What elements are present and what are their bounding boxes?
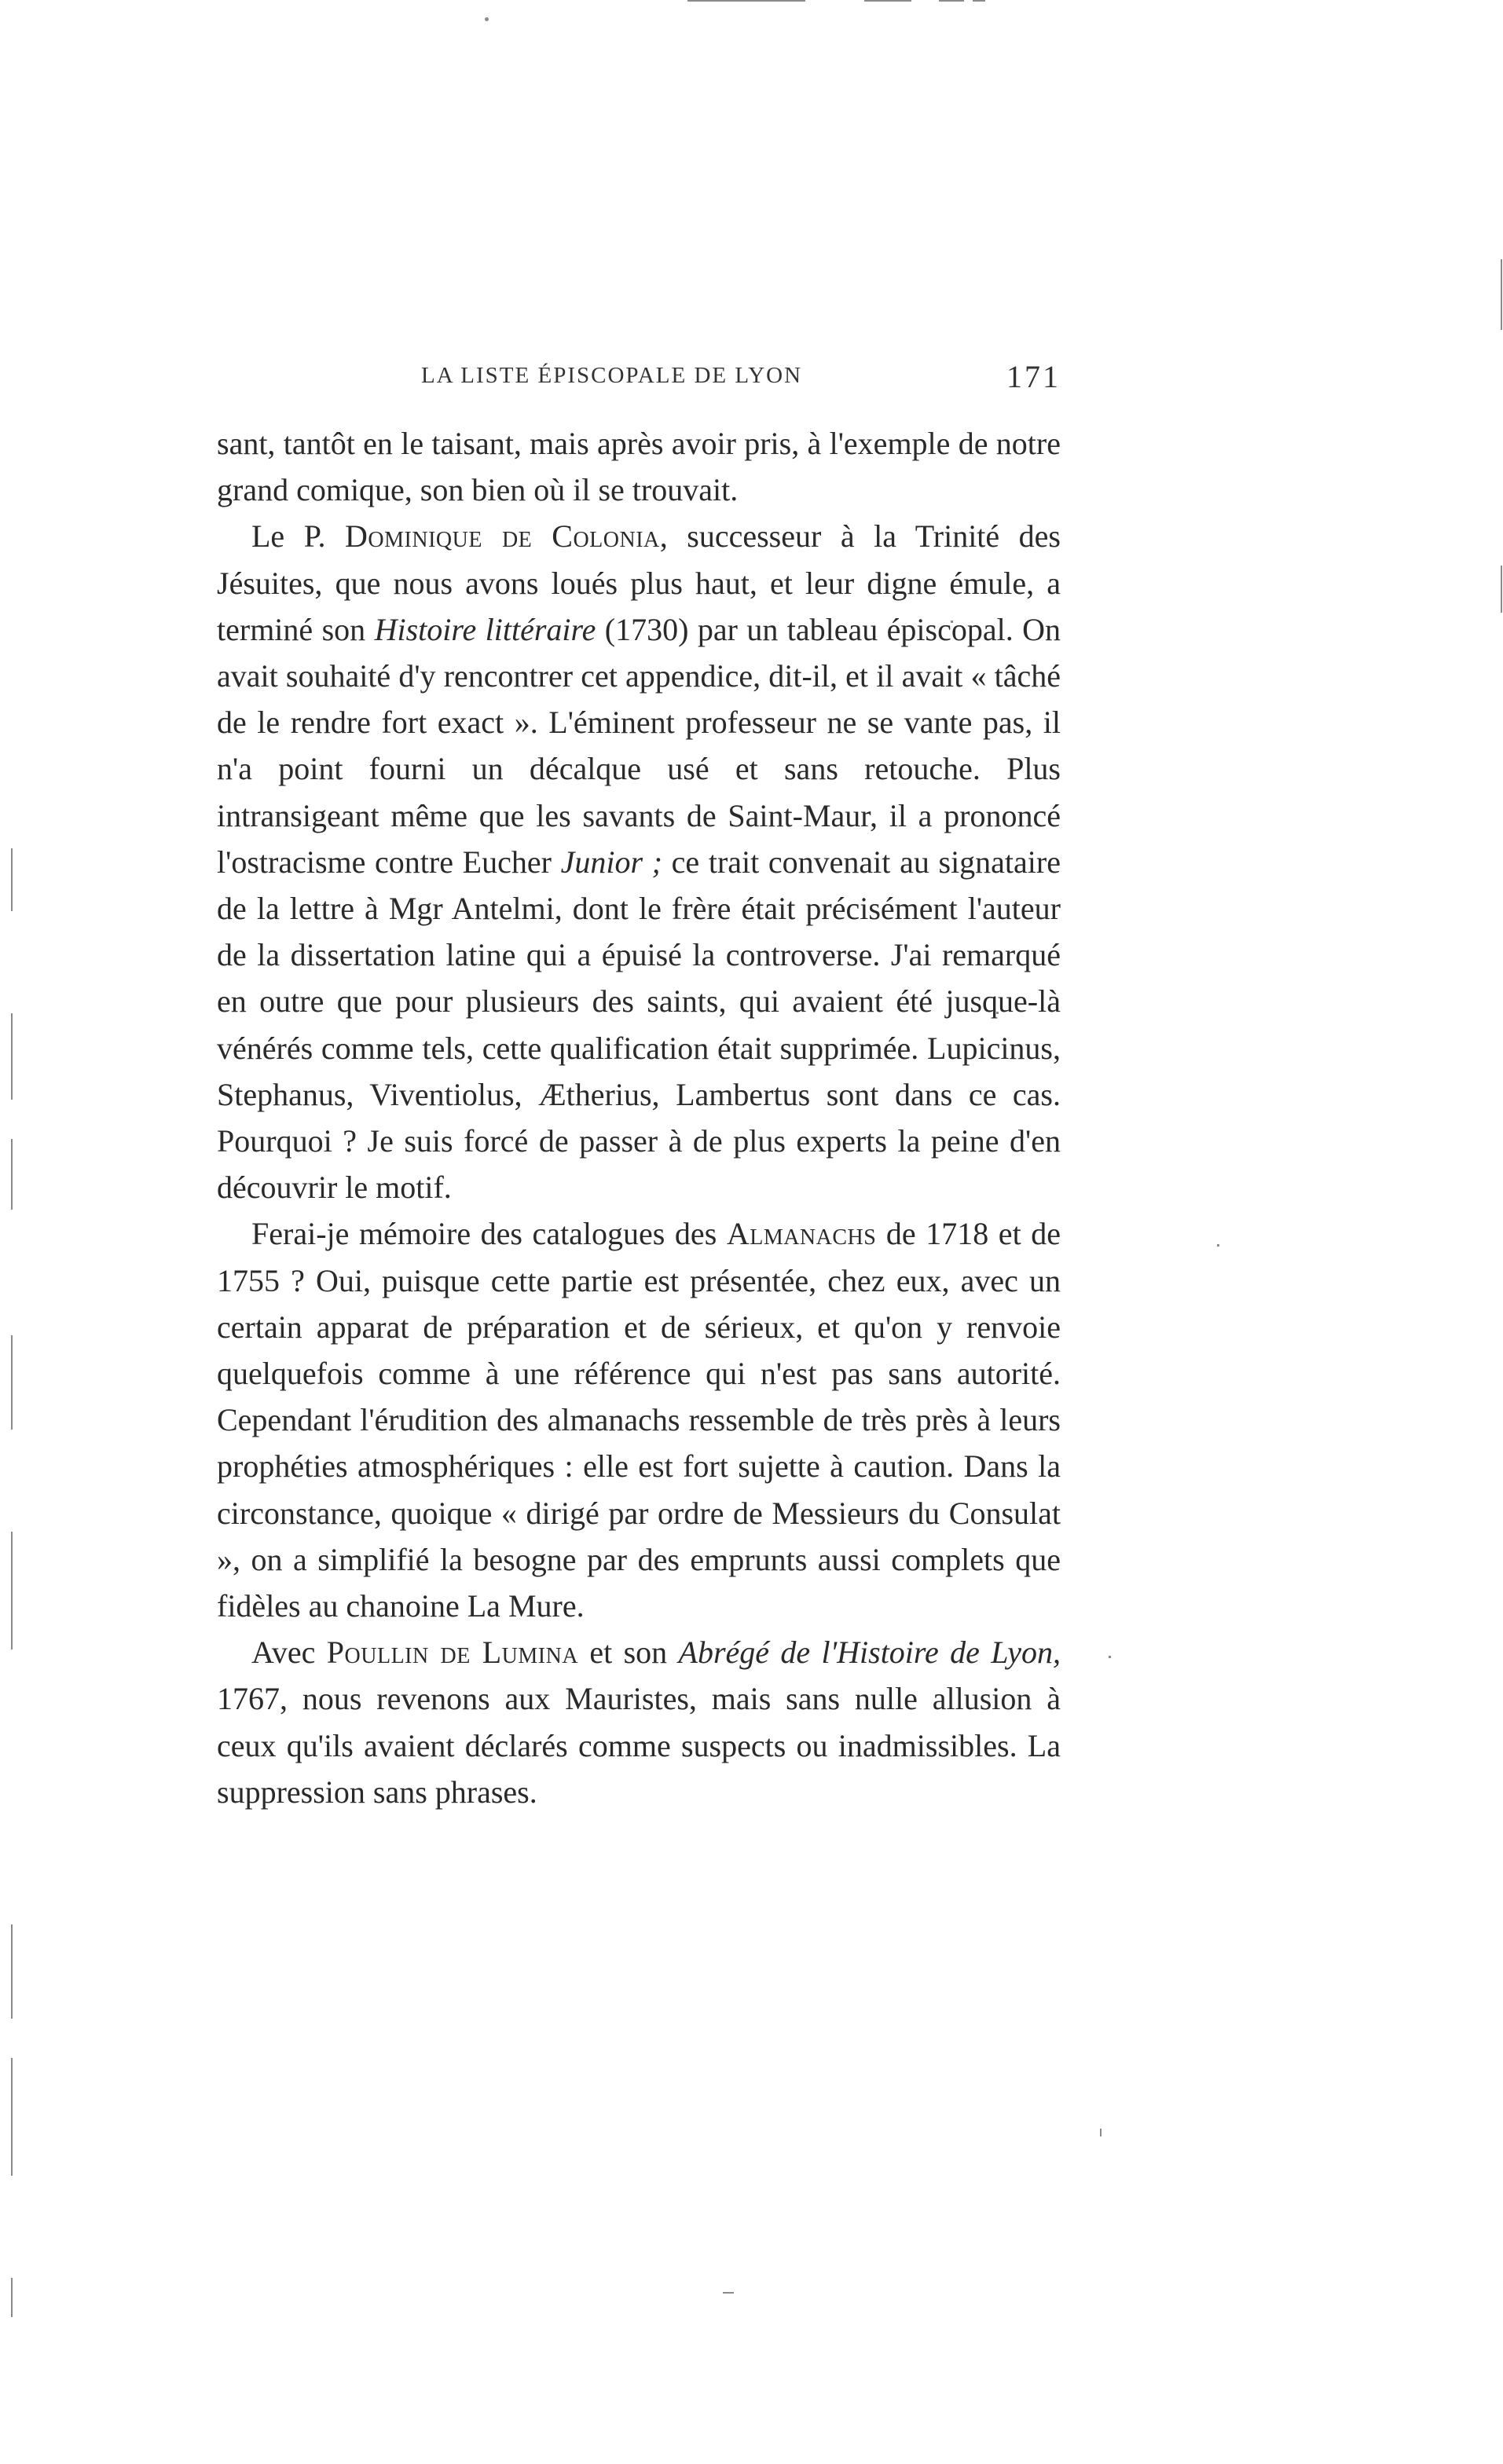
author-name-poullin: Poullin de Lumina <box>326 1635 579 1671</box>
text-run: de 1718 et de 1755 ? Oui, puisque cette partie est présentée, chez eux, avec un certain apparat de préparation et de sérieux, et qu'on y renvoie quelquefois comme à une référence qui n'est pas sans autorité. Cependant l'érudition des almanachs ressemble de très près à leurs prophéties atmosphériques : elle est fort sujette à caution. Dans la circonstance, quoique « dirigé par ordre de Messieurs du Consulat », on a simplifié la besogne par des emprunts aussi complets que fidèles au chanoine La Mure. <box>217 1216 1061 1624</box>
page-number: 171 <box>1006 359 1061 394</box>
text-run: Ferai-je mémoire des catalogues des <box>251 1216 727 1252</box>
book-title-abrege: Abrégé de l'Histoire de Lyon, <box>678 1635 1061 1671</box>
text-run: 1767, nous revenons aux Mauristes, mais sans nulle allusion à ceux qu'ils avaient déclarés comme suspects ou inadmissibles. La suppression sans phrases. <box>217 1681 1061 1810</box>
scan-artifact-speck <box>1217 1244 1219 1247</box>
book-title-histoire-litteraire: Histoire littéraire <box>374 611 596 647</box>
scan-artifact-edge <box>11 1013 13 1100</box>
paragraph-3 <box>217 1210 1061 1629</box>
paragraph-4 <box>217 1629 1061 1815</box>
scan-artifact-speck <box>723 2292 734 2294</box>
scan-artifact-line <box>939 0 964 2</box>
scan-artifact-line <box>864 0 911 2</box>
text-run: Le P. <box>251 518 346 555</box>
paragraph-2 <box>217 513 1061 1210</box>
text-run: Avec <box>251 1635 327 1671</box>
italic-junior: Junior ; <box>560 844 662 880</box>
scan-artifact-speck <box>1109 1656 1111 1658</box>
scan-artifact-edge <box>11 1139 13 1210</box>
scan-artifact-edge <box>1501 566 1502 613</box>
scan-artifact-edge <box>11 1532 13 1649</box>
body-text <box>217 420 1061 1815</box>
running-title: LA LISTE ÉPISCOPALE DE LYON <box>421 363 803 388</box>
paragraph-1 <box>217 420 1061 513</box>
scan-artifact-edge <box>11 2058 13 2176</box>
text-run: et son <box>578 1635 679 1671</box>
author-name-colonia: Dominique de Colonia <box>345 518 660 555</box>
scan-artifact-edge <box>1501 259 1502 330</box>
scan-artifact-line <box>687 0 805 2</box>
scan-artifact-edge <box>11 2278 13 2317</box>
scan-artifact-edge <box>11 1335 13 1430</box>
scan-artifact-dot <box>485 17 489 21</box>
page-header <box>217 359 1061 394</box>
text-run: ce trait convenait au signataire de la lettre à Mgr Antelmi, dont le frère était précisément l'auteur de la dissertation latine qui a épuisé la controverse. J'ai remarqué en outre que pour plusieurs des saints, qui avaient été jusque-là vénérés comme tels, cette qualification était supprimée. Lupicinus, Stephanus, Viventiolus, Ætherius, Lambertus sont dans ce cas. Pourquoi ? Je suis forcé de passer à de plus experts la peine d'en découvrir le motif. <box>217 844 1061 1206</box>
scan-artifact-edge <box>11 848 13 911</box>
paragraph-1-text: sant, tantôt en le taisant, mais après avoir pris, à l'exemple de notre grand comique, son bien où il se trouvait. <box>217 426 1061 508</box>
text-run: (1730) par un tableau épiscopal. On avait souhaité d'y rencontrer cet appendice, dit-il, et il avait « tâché de le rendre fort exact ». L'éminent professeur ne se vante pas, il n'a point fourni un décalque usé et sans retouche. Plus intransigeant même que les savants de Saint-Maur, il a prononcé l'ostracisme contre Eucher <box>217 611 1061 880</box>
scan-artifact-edge <box>11 1924 13 2019</box>
text-run: , successeur à la Trinité des Jésuites, que nous avons loués plus haut, et leur digne émule, a terminé son <box>217 518 1061 647</box>
almanachs-term: Almanachs <box>726 1216 877 1252</box>
scan-artifact-speck <box>1100 2129 1102 2136</box>
scan-artifact-line <box>973 0 985 2</box>
